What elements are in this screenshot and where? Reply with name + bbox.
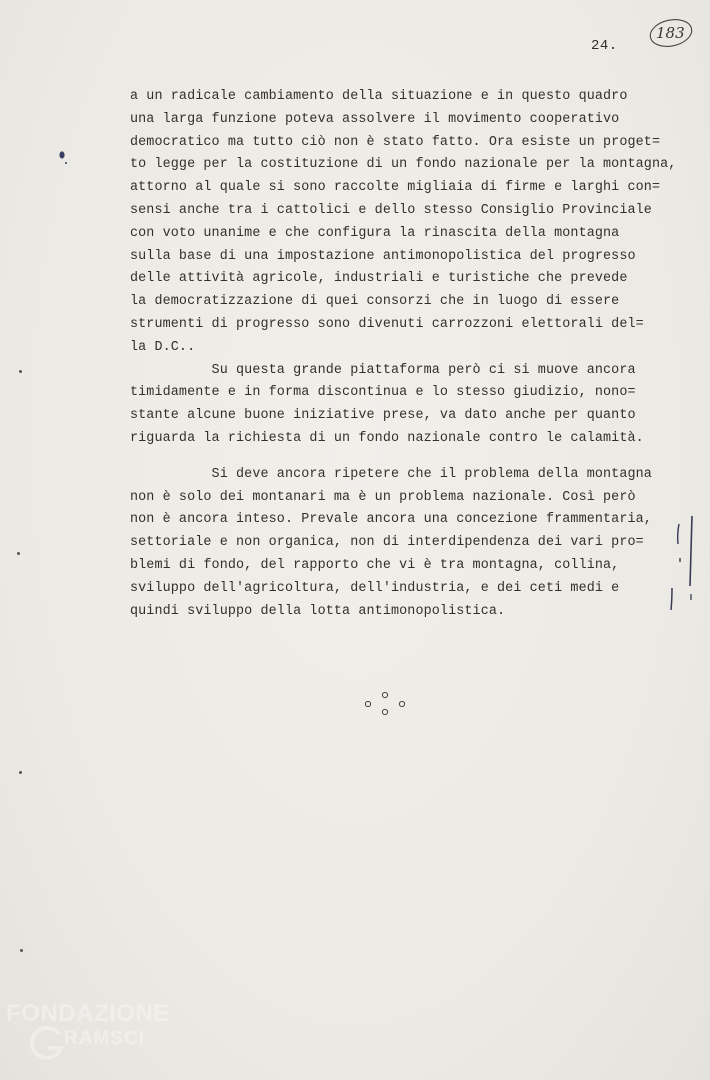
body-line: to legge per la costituzione di un fondo nazionale per la montagna,: [130, 157, 677, 173]
body-line: sulla base di una impostazione antimonopolistica del progresso: [130, 248, 636, 264]
body-line: la D.C..: [130, 339, 196, 355]
watermark-line1: FONDAZIONE: [6, 1000, 170, 1027]
body-line: strumenti di progresso sono divenuti carrozzoni elettorali del=: [130, 316, 644, 332]
body-line: una larga funzione poteva assolvere il movimento cooperativo: [130, 111, 620, 127]
body-line: sensi anche tra i cattolici e dello stesso Consiglio Provinciale: [130, 202, 652, 218]
archive-stamp-number: [648, 16, 694, 50]
margin-pen-marks: [666, 512, 702, 616]
paper-speck: [19, 370, 22, 373]
body-line: democratico ma tutto ciò non è stato fatto. Ora esiste un proget=: [130, 134, 661, 150]
archive-stamp-text: 183: [656, 24, 685, 42]
body-line: non è ancora inteso. Prevale ancora una concezione frammentaria,: [130, 512, 652, 528]
body-line: la democratizzazione di quei consorzi che in luogo di essere: [130, 294, 620, 310]
body-line: con voto unanime e che configura la rinascita della montagna: [130, 225, 620, 241]
body-line: delle attività agricole, industriali e turistiche che prevede: [130, 271, 628, 287]
paper-speck: [20, 949, 23, 952]
body-line: quindi sviluppo della lotta antimonopolistica.: [130, 603, 506, 619]
page-number: 24.: [591, 38, 618, 54]
body-line: timidamente e in forma discontinua e lo stesso giudizio, nono=: [130, 385, 636, 401]
watermark-logo-icon: [28, 1024, 66, 1062]
archive-watermark: [6, 998, 176, 1078]
body-line: a un radicale cambiamento della situazione e in questo quadro: [130, 89, 628, 104]
body-line: riguarda la richiesta di un fondo nazionale contro le calamità.: [130, 430, 644, 446]
body-line: sviluppo dell'agricoltura, dell'industria, e dei ceti medi e: [130, 580, 620, 596]
section-separator: [360, 690, 410, 720]
paper-speck: [19, 771, 22, 774]
ink-blot: [56, 148, 72, 168]
body-line: non è solo dei montanari ma è un problema nazionale. Così però: [130, 489, 636, 505]
body-line: attorno al quale si sono raccolte migliaia di firme e larghi con=: [130, 180, 661, 196]
body-line: Su questa grande piattaforma però ci si muove ancora: [130, 362, 636, 378]
body-line: stante alcune buone iniziative prese, va dato anche per quanto: [130, 408, 636, 424]
body-line: Si deve ancora ripetere che il problema della montagna: [130, 466, 652, 482]
body-line: blemi di fondo, del rapporto che vi è tra montagna, collina,: [130, 557, 620, 573]
body-line: settoriale e non organica, non di interdipendenza dei vari pro=: [130, 535, 644, 551]
typewritten-body: [130, 86, 690, 623]
paper-speck: [17, 552, 20, 555]
watermark-line2: RAMSCI: [64, 1028, 145, 1049]
